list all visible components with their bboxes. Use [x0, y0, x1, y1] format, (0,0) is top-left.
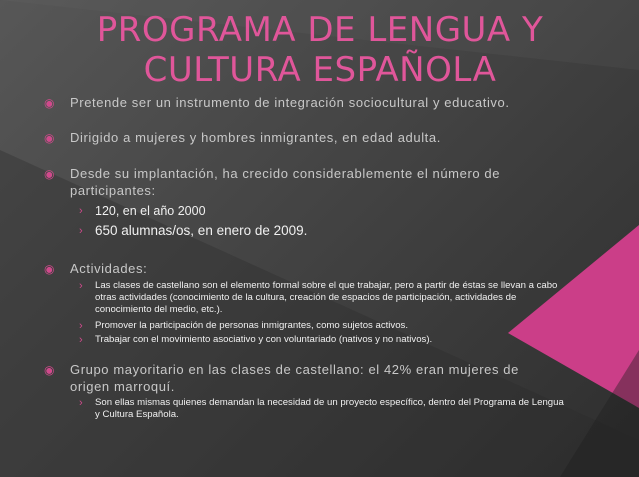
bullet-item: [44, 165, 560, 199]
bullet-dot-icon: ◉: [44, 363, 56, 377]
bullet-item: [44, 94, 560, 111]
chevron-right-icon: ›: [79, 397, 83, 409]
sub-bullet-item: [79, 280, 565, 316]
sub-bullet-item: [79, 397, 565, 421]
bullet-text: Grupo mayoritario en las clases de castellano: el 42% eran mujeres de origen marroquí.: [70, 362, 519, 394]
chevron-right-icon: ›: [79, 280, 83, 292]
sub-bullet-item: [79, 320, 565, 332]
sub-bullet-item: [79, 203, 565, 219]
bullet-item: [44, 260, 560, 277]
bullet-dot-icon: ◉: [44, 131, 56, 145]
chevron-right-icon: ›: [79, 225, 83, 237]
sub-bullet-text: Trabajar con el movimiento asociativo y con voluntariado (nativos y no nativos).: [95, 334, 433, 345]
bullet-dot-icon: ◉: [44, 96, 56, 110]
bullet-item: [44, 361, 560, 395]
sub-bullet-text: Son ellas mismas quienes demandan la necesidad de un proyecto específico, dentro del Programa de Lengua y Cultura Española.: [95, 397, 564, 420]
bullet-text: Desde su implantación, ha crecido considerablemente el número de participantes:: [70, 166, 501, 198]
chevron-right-icon: ›: [79, 205, 83, 217]
sub-bullet-item: [79, 334, 565, 346]
sub-bullet-text: Las clases de castellano son el elemento formal sobre el que trabajar, pero a partir de éstas se llevan a cabo otras actividades (conocimiento de la cultura, creación de espacios de participación, actividades de conocimiento del medio, etc.).: [95, 280, 558, 315]
sub-bullet-text: 650 alumnas/os, en enero de 2009.: [95, 223, 308, 238]
bullet-text: Dirigido a mujeres y hombres inmigrantes, en edad adulta.: [70, 130, 441, 145]
bullet-text: Pretende ser un instrumento de integración sociocultural y educativo.: [70, 95, 510, 110]
sub-bullet-text: Promover la participación de personas inmigrantes, como sujetos activos.: [95, 320, 409, 331]
bullet-item: [44, 129, 560, 146]
slide-title: PROGRAMA DE LENGUA Y CULTURA ESPAÑOLA: [96, 10, 544, 90]
bullet-text: Actividades:: [70, 261, 148, 276]
sub-bullet-text: 120, en el año 2000: [95, 204, 206, 218]
chevron-right-icon: ›: [79, 334, 83, 346]
chevron-right-icon: ›: [79, 320, 83, 332]
sub-bullet-item: [79, 222, 565, 240]
bullet-dot-icon: ◉: [44, 167, 56, 181]
bullet-dot-icon: ◉: [44, 262, 56, 276]
